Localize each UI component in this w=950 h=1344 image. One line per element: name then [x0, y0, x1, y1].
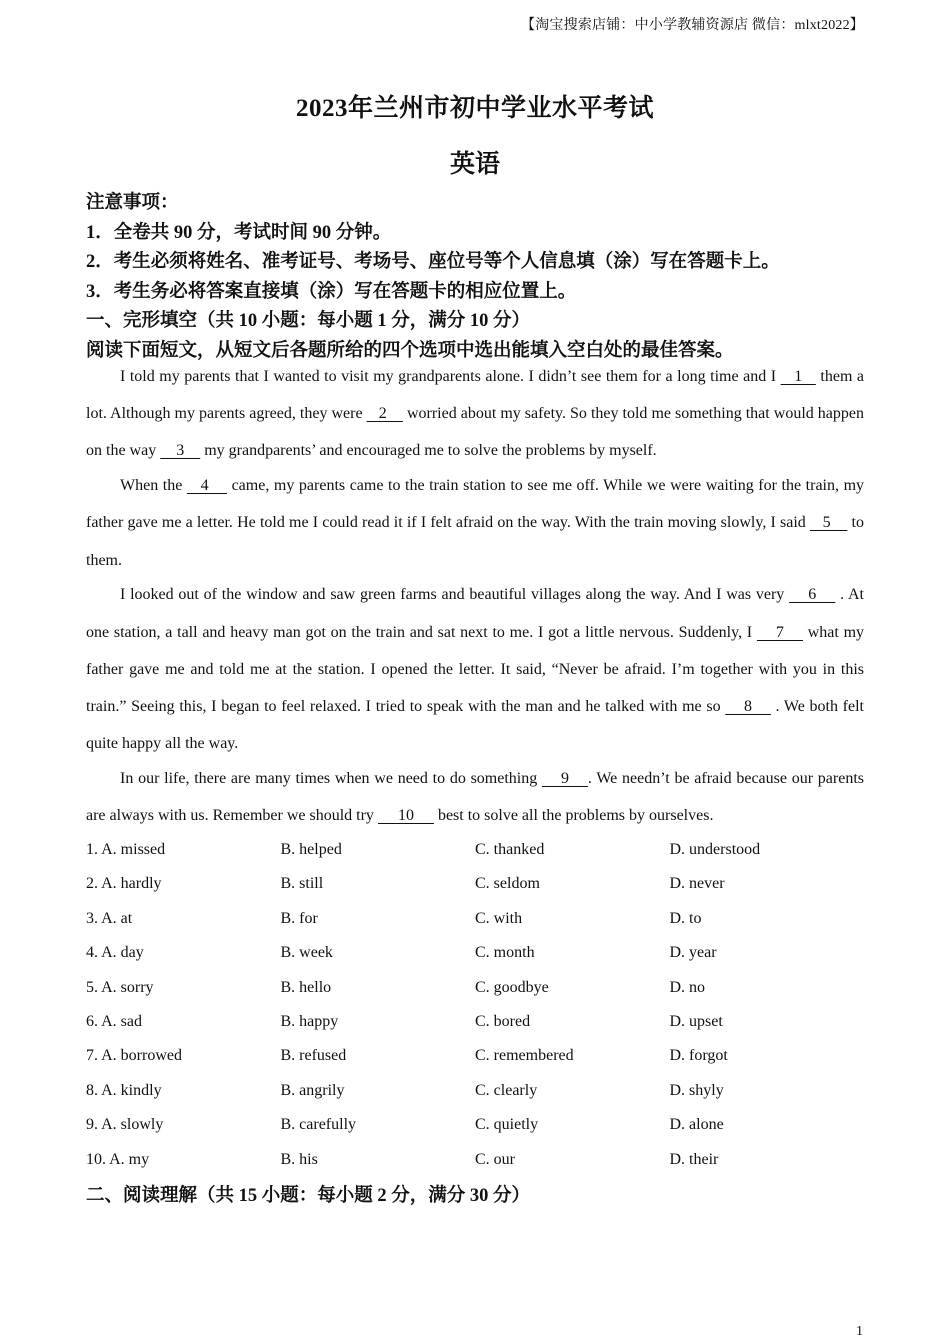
- passage-text: I looked out of the window and saw green farms and beautiful villages along the way. And I was very: [120, 586, 790, 604]
- option-c: C. month: [475, 944, 535, 962]
- option-c: C. with: [475, 909, 523, 927]
- option-row: [86, 936, 864, 970]
- option-b: B. angrily: [280, 1081, 345, 1099]
- option-a: 7. A. borrowed: [86, 1047, 182, 1065]
- option-c: C. seldom: [475, 875, 540, 893]
- option-b: B. helped: [280, 841, 342, 858]
- option-d: D. never: [669, 875, 725, 893]
- option-c: C. thanked: [475, 841, 545, 858]
- passage-text: When the: [120, 477, 187, 495]
- option-b: B. hello: [280, 978, 332, 996]
- cloze-instruction: 阅读下面短文，从短文后各题所给的四个选项中选出能填入空白处的最佳答案。: [86, 340, 734, 361]
- option-b: B. happy: [280, 1012, 339, 1030]
- passage-text: worried about my safety. So they told me something that would happen on the way: [86, 405, 865, 460]
- exam-subject: 英语: [449, 151, 500, 178]
- passage-text: I told my parents that I wanted to visit my grandparents alone. I didn’t see them for a long time and I: [120, 368, 781, 385]
- blank-6: 6: [789, 586, 836, 604]
- option-row: [86, 1108, 864, 1142]
- option-d: D. to: [669, 909, 702, 927]
- option-a: 3. A. at: [86, 909, 133, 927]
- option-row: [86, 1005, 864, 1039]
- option-c: C. bored: [475, 1012, 531, 1030]
- option-row: [86, 867, 864, 901]
- blank-2: 2: [366, 405, 403, 423]
- option-a: 5. A. sorry: [86, 978, 154, 996]
- passage-text: . We both felt quite happy all the way.: [86, 698, 865, 753]
- option-d: D. understood: [669, 841, 761, 858]
- option-b: B. week: [280, 944, 333, 962]
- passage-text: came, my parents came to the train station to see me off. While we were waiting for the train, my father gave me a letter. He told me I could read it if I felt afraid on the way. With the train moving slowly, I said: [86, 477, 865, 532]
- option-row: [86, 902, 864, 936]
- blank-8: 8: [725, 698, 771, 716]
- section-heading-reading: 二、阅读理解（共 15 小题：每小题 2 分，满分 30 分）: [86, 1186, 531, 1206]
- option-a: 9. A. slowly: [86, 1116, 164, 1134]
- passage-text: my grandparents’ and encouraged me to solve the problems by myself.: [200, 442, 657, 460]
- option-d: D. forgot: [669, 1047, 728, 1065]
- option-row: [86, 971, 864, 1005]
- passage-text: them a lot. Although my parents agreed, they were: [86, 368, 865, 423]
- exam-title: 2023年兰州市初中学业水平考试: [295, 95, 654, 122]
- blank-4: 4: [186, 477, 227, 495]
- passage-text: . We needn’t be afraid because our parents are always with us. Remember we should try: [86, 770, 864, 825]
- option-a: 4. A. day: [86, 944, 144, 962]
- option-a: 8. A. kindly: [86, 1081, 162, 1099]
- blank-7: 7: [756, 623, 803, 641]
- option-a: 1. A. missed: [86, 841, 166, 858]
- passage-paragraph: [86, 760, 864, 834]
- option-row: [86, 1143, 864, 1177]
- passage-paragraph: [86, 576, 864, 762]
- section-heading-cloze: 一、完形填空（共 10 小题：每小题 1 分，满分 10 分）: [86, 311, 531, 331]
- option-c: C. our: [475, 1150, 515, 1168]
- option-b: B. his: [280, 1150, 318, 1168]
- cloze-passage: [86, 358, 864, 834]
- option-c: C. clearly: [475, 1081, 538, 1099]
- header-note: 【淘宝搜索店铺：中小学教辅资源店 微信：mlxt2022】: [521, 18, 864, 33]
- option-d: D. alone: [669, 1116, 724, 1134]
- blank-3: 3: [160, 442, 201, 460]
- blank-1: 1: [780, 368, 816, 385]
- option-d: D. year: [669, 944, 717, 962]
- note-item: 3．考生务必将答案直接填（涂）写在答题卡的相应位置上。: [86, 281, 577, 302]
- notes-heading: 注意事项：: [86, 193, 179, 213]
- passage-text: In our life, there are many times when we need to do something: [120, 770, 542, 788]
- option-b: B. for: [280, 909, 318, 927]
- option-a: 10. A. my: [86, 1150, 150, 1168]
- passage-paragraph: [86, 358, 864, 470]
- passage-text: best to solve all the problems by ourselves.: [433, 807, 714, 825]
- option-b: B. still: [280, 875, 324, 893]
- option-d: D. upset: [669, 1012, 723, 1030]
- note-item: 2．考生必须将姓名、准考证号、考场号、座位号等个人信息填（涂）写在答题卡上。: [86, 252, 780, 272]
- option-d: D. shyly: [669, 1081, 724, 1099]
- option-row: [86, 1074, 864, 1108]
- option-d: D. no: [669, 978, 706, 996]
- blank-9: 9: [541, 770, 588, 788]
- option-c: C. goodbye: [475, 978, 549, 996]
- option-row: [86, 833, 864, 867]
- option-c: C. remembered: [475, 1047, 574, 1065]
- option-c: C. quietly: [475, 1116, 539, 1134]
- option-b: B. carefully: [280, 1116, 357, 1134]
- page-number: 1: [856, 1324, 863, 1339]
- option-row: [86, 1039, 864, 1073]
- option-a: 6. A. sad: [86, 1012, 142, 1030]
- passage-text: . At one station, a tall and heavy man got on the train and sat next to me. I got a little nervous. Suddenly, I: [86, 586, 865, 641]
- passage-paragraph: [86, 467, 864, 579]
- blank-5: 5: [810, 514, 848, 532]
- passage-text: what my father gave me and told me at the station. I opened the letter. It said, “Never be afraid. I’m together with you in this train.” Seeing this, I began to feel relaxed. I tried to speak with the man and he talked with me so: [86, 623, 865, 716]
- answer-options: [86, 833, 864, 1177]
- note-item: 1．全卷共 90 分，考试时间 90 分钟。: [86, 222, 392, 243]
- passage-text: to them.: [86, 514, 864, 569]
- option-a: 2. A. hardly: [86, 875, 162, 893]
- blank-10: 10: [377, 807, 434, 825]
- option-b: B. refused: [280, 1047, 347, 1065]
- option-d: D. their: [669, 1150, 719, 1168]
- instructions: [86, 189, 866, 366]
